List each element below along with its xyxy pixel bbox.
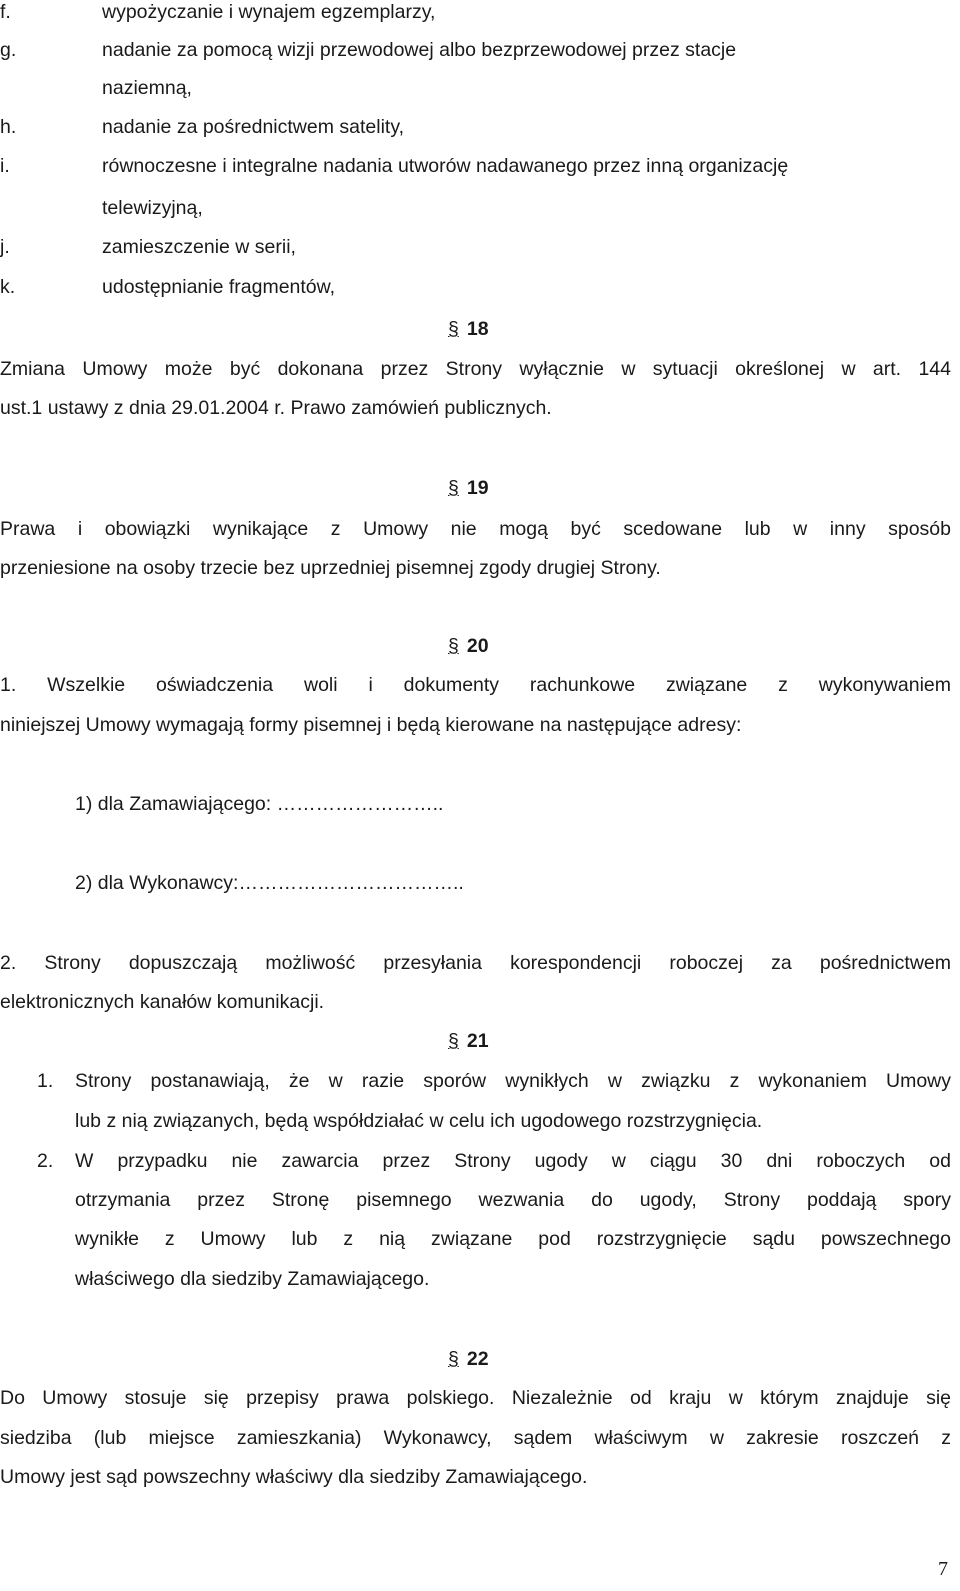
section-heading-18 [448,320,548,340]
s20-text-line: elektronicznych kanałów komunikacji. [0,991,325,1013]
s21-item-number: 2. [37,1150,54,1172]
s21-text-line: Strony postanawiają, że w razie sporów wynikłych w związku z wykonaniem Umowy [75,1070,951,1092]
section-number: 22 [466,1348,489,1370]
list-letter: i. [0,155,10,177]
s20-text-line: 1. Wszelkie oświadczenia woli i dokumenty rachunkowe związane z wykonywaniem [0,674,951,696]
list-text: udostępnianie fragmentów, [102,276,336,298]
list-letter: h. [0,116,17,138]
section-symbol: § [448,477,459,499]
page-number: 7 [938,1558,948,1580]
address-wykonawca: 2) dla Wykonawcy:…………………………….. [75,872,464,894]
section-symbol: § [448,318,459,340]
s20-text-line: 2. Strony dopuszczają możliwość przesyłania korespondencji roboczej za pośrednictwem [0,952,951,974]
list-text: wypożyczanie i wynajem egzemplarzy, [102,1,436,23]
s21-text-line: wynikłe z Umowy lub z nią związane pod rozstrzygnięcie sądu powszechnego [75,1228,951,1250]
list-text: zamieszczenie w serii, [102,236,296,258]
s21-text-line: otrzymania przez Stronę pisemnego wezwania do ugody, Strony poddają spory [75,1189,951,1211]
list-text: nadanie za pomocą wizji przewodowej albo bezprzewodowej przez stacje [102,39,737,61]
section-heading-20 [448,637,548,657]
section-number: 20 [466,635,489,657]
s21-text-line: W przypadku nie zawarcia przez Strony ugody w ciągu 30 dni roboczych od [75,1150,951,1172]
s19-text-line: przeniesione na osoby trzecie bez uprzedniej pisemnej zgody drugiej Strony. [0,557,661,579]
list-letter: j. [0,236,10,258]
s20-text-line: niniejszej Umowy wymagają formy pisemnej i będą kierowane na następujące adresy: [0,714,742,736]
section-heading-19 [448,479,548,499]
list-letter: f. [0,1,11,23]
s19-text-line: Prawa i obowiązki wynikające z Umowy nie mogą być scedowane lub w inny sposób [0,518,951,540]
s18-text-line: Zmiana Umowy może być dokonana przez Strony wyłącznie w sytuacji określonej w art. 144 [0,358,951,380]
s21-text-line: lub z nią związanych, będą współdziałać w celu ich ugodowego rozstrzygnięcia. [75,1110,763,1132]
s21-item-number: 1. [37,1070,54,1092]
section-number: 19 [466,477,489,499]
s22-text-line: Do Umowy stosuje się przepisy prawa polskiego. Niezależnie od kraju w którym znajduje się [0,1387,951,1409]
section-symbol: § [448,1348,459,1370]
section-heading-21 [448,1032,548,1052]
list-text: naziemną, [102,77,192,99]
section-symbol: § [448,635,459,657]
s22-text-line: Umowy jest sąd powszechny właściwy dla siedziby Zamawiającego. [0,1466,588,1488]
section-number: 18 [466,318,489,340]
address-zamawiajacy: 1) dla Zamawiającego: …………………….. [75,793,444,815]
s18-text-line: ust.1 ustawy z dnia 29.01.2004 r. Prawo zamówień publicznych. [0,397,552,419]
s22-text-line: siedziba (lub miejsce zamieszkania) Wykonawcy, sądem właściwym w zakresie roszczeń z [0,1427,951,1449]
section-symbol: § [448,1030,459,1052]
section-number: 21 [466,1030,489,1052]
list-letter: g. [0,39,17,61]
s21-text-line: właściwego dla siedziby Zamawiającego. [75,1268,430,1290]
list-text: równoczesne i integralne nadania utworów nadawanego przez inną organizację [102,155,789,177]
list-text: nadanie za pośrednictwem satelity, [102,116,405,138]
list-text: telewizyjną, [102,197,203,219]
list-letter: k. [0,276,16,298]
section-heading-22 [448,1350,548,1370]
